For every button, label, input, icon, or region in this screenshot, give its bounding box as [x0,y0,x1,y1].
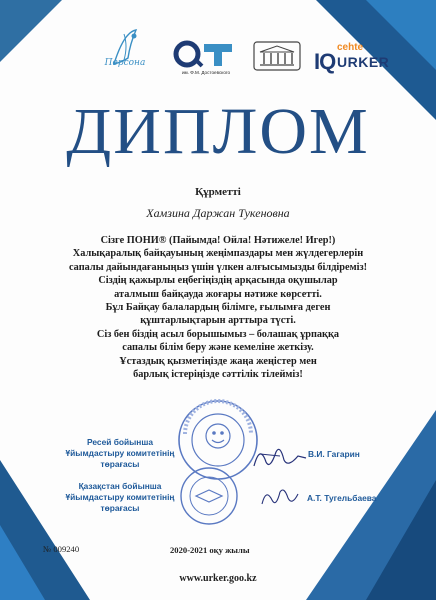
persona-logo-text: Персона [104,58,146,68]
organizer-russia-title [60,437,180,470]
iq-logo-mark: IQ [314,49,336,74]
academic-year: 2020-2021 оқу жылы [170,545,250,555]
website-link[interactable]: www.urker.goo.kz [179,573,257,584]
body-line: Ұстаздық қызметіңізде жаңа жеңістер мен [119,355,317,367]
body-line: аталмыш байқауда жоғары нәтиже көрсетті. [114,288,322,300]
signature-1 [250,440,308,474]
signer-1-name: В.И. Гагарин [308,449,360,459]
urker-seal [176,466,242,526]
persona-logo [94,24,156,80]
body-line: Сізге ПОНИ® (Пайымда! Ойла! Нәтижеле! Игер!) [100,235,336,246]
corner-decoration-bottom-left-inner [0,525,45,600]
body-line: барлық істеріңізде сәттілік тілейміз! [133,369,303,381]
omgu-logo [172,40,238,68]
body-line: сапалы білім беру және кемеліне жеткізу. [122,342,314,354]
organizer-title-line: Ресей бойынша [86,437,153,447]
diploma-title: ДИПЛОМ [66,95,370,168]
body-line: сапалы дайындағаныңыз үшін үлкен алғысымызды білдіреміз! [68,261,368,273]
organizer-title-line: Ұйымдастыру комитетінің [65,448,175,458]
iq-urker-logo [314,40,394,74]
organizer-title-line: Ұйымдастыру комитетінің [65,492,175,502]
recipient-name: Хамзина Даржан Тукеновна [146,206,290,220]
body-line: құштарлықтарын арттыра түсті. [140,315,296,327]
organizer-title-line: төрағасы [100,459,140,469]
organizer-title-line: Қазақстан бойынша [78,481,162,491]
organizer-kazakhstan-title [60,481,180,514]
building-logo [252,40,302,72]
iq-logo-small-text: cehte [337,42,364,53]
body-line: Халықаралық байқауының жеңімпаздары мен жүлдегерлерін [72,248,364,260]
greeting: Құрметті [195,186,241,198]
diploma-number: № 009240 [43,544,80,554]
body-line: Сіздің қажырлы еңбегіңіздің арқасында оқушылар [98,275,338,287]
signer-2-name: А.Т. Тугельбаева [307,493,377,503]
diploma-body [46,234,390,381]
organizer-title-line: төрағасы [100,503,140,513]
iq-logo-urker-text: URKER [337,54,390,70]
signature-2 [258,482,300,510]
omgu-logo-caption: им. Ф.М. Достоевского [181,70,231,75]
body-line: Бұл Байқау балалардың білімге, ғылымға деген [105,302,331,314]
corner-decoration-top-left [0,0,62,62]
body-line: Сіз бен біздің асыл борышымыз – болашақ ұрпаққа [96,328,340,340]
